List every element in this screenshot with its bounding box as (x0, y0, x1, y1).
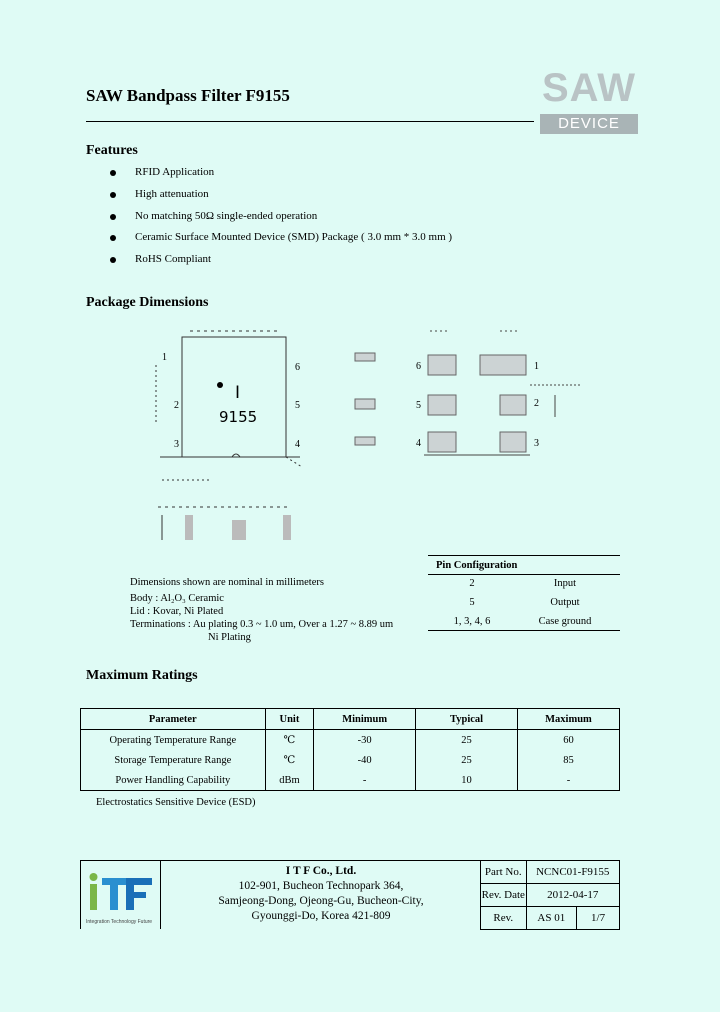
pad-label: 6 (416, 361, 421, 372)
table-cell: Operating Temperature Range (81, 730, 266, 751)
pad-label: 3 (534, 438, 539, 449)
pin-config-rule-mid (428, 574, 620, 575)
pin-label: 6 (295, 362, 300, 373)
pin-function: Output (550, 597, 580, 608)
pin1-dot-icon (217, 382, 223, 388)
pad-label: 2 (534, 398, 539, 409)
rev-value: AS 01 (526, 907, 577, 930)
document-info-table (480, 860, 620, 930)
itf-logo (86, 868, 156, 926)
table-cell: 25 (416, 730, 518, 751)
column-header: Unit (265, 709, 314, 730)
title-rule (86, 121, 534, 122)
package-heading: Package Dimensions (86, 295, 209, 310)
page-title: SAW Bandpass Filter F9155 (86, 86, 290, 105)
table-cell: 60 (517, 730, 619, 751)
body-note: Body : Al₂O₃ Ceramic (130, 593, 224, 604)
package-footprint-drawing (350, 325, 590, 465)
pad-label: 5 (416, 400, 421, 411)
logo-device-bar (540, 114, 638, 134)
part-no-label: Part No. (481, 861, 527, 884)
dimension-note: Dimensions shown are nominal in millimeters (130, 577, 324, 588)
terminations-note-cont: Ni Plating (208, 632, 251, 643)
logo-saw-text: SAW (541, 66, 637, 110)
lid-note: Lid : Kovar, Ni Plated (130, 606, 224, 617)
ratings-table (80, 708, 620, 791)
marking-part-number: 9155 (219, 408, 258, 426)
footer (80, 860, 620, 930)
terminations-note: Terminations : Au plating 0.3 ~ 1.0 um, Over a 1.27 ~ 8.89 um (130, 619, 394, 630)
footer-rule-left (80, 860, 81, 929)
pin-label: 1 (162, 352, 167, 363)
table-cell: 25 (416, 750, 518, 770)
footer-rule-logo (160, 860, 161, 929)
company-block (162, 864, 480, 924)
table-cell: 10 (416, 770, 518, 791)
bullet-icon (110, 214, 116, 220)
pin-label: 5 (295, 400, 300, 411)
ratings-header-row (81, 709, 620, 730)
address-line: Gyounggi-Do, Korea 421-809 (251, 910, 391, 922)
pin-config-rule-bottom (428, 630, 620, 631)
pad-label: 1 (534, 361, 539, 372)
rev-date-value: 2012-04-17 (526, 884, 619, 907)
table-cell: -30 (314, 730, 416, 751)
table-cell: Storage Temperature Range (81, 750, 266, 770)
itf-logo-tagline: Integration Technology Future (86, 919, 153, 925)
address-line: 102-901, Bucheon Technopark 364, (238, 880, 404, 892)
pin-function: Input (553, 578, 577, 589)
pin-config-heading: Pin Configuration (436, 560, 518, 571)
table-cell: - (517, 770, 619, 791)
address-line: Samjeong-Dong, Ojeong-Gu, Bucheon-City, (218, 895, 424, 907)
table-cell: 85 (517, 750, 619, 770)
column-header: Maximum (517, 709, 619, 730)
logo-device-text: DEVICE (558, 115, 620, 132)
company-name: I T F Co., Ltd. (285, 865, 357, 877)
rev-date-label: Rev. Date (481, 884, 527, 907)
column-header: Minimum (314, 709, 416, 730)
bullet-icon (110, 257, 116, 263)
bullet-icon (110, 192, 116, 198)
package-top-view-drawing (150, 325, 350, 550)
pin-label: 3 (174, 439, 179, 450)
pin-label: 4 (295, 439, 300, 450)
table-row (81, 730, 620, 751)
table-row (81, 750, 620, 770)
marking-symbol: I (235, 383, 241, 403)
page-number: 1/7 (577, 907, 620, 930)
column-header: Typical (416, 709, 518, 730)
bullet-icon (110, 235, 116, 241)
ratings-heading: Maximum Ratings (86, 668, 198, 683)
table-cell: ℃ (265, 730, 314, 751)
rev-label: Rev. (481, 907, 527, 930)
pin-number: 2 (469, 578, 475, 589)
pad-label: 4 (416, 438, 421, 449)
itf-logo-icon (86, 868, 156, 916)
pin-label: 2 (174, 400, 179, 411)
esd-note: Electrostatics Sensitive Device (ESD) (96, 797, 256, 808)
pin-number: 1, 3, 4, 6 (453, 616, 491, 627)
table-cell: -40 (314, 750, 416, 770)
part-no-value: NCNC01-F9155 (526, 861, 619, 884)
table-cell: - (314, 770, 416, 791)
features-heading: Features (86, 143, 138, 158)
bullet-icon (110, 170, 116, 176)
pin-config-rule-top (428, 555, 620, 556)
table-cell: dBm (265, 770, 314, 791)
table-row (81, 770, 620, 791)
pin-number: 5 (469, 597, 475, 608)
table-cell: ℃ (265, 750, 314, 770)
table-cell: Power Handling Capability (81, 770, 266, 791)
column-header: Parameter (81, 709, 266, 730)
saw-device-logo (540, 66, 638, 134)
pin-function: Case ground (538, 616, 592, 627)
